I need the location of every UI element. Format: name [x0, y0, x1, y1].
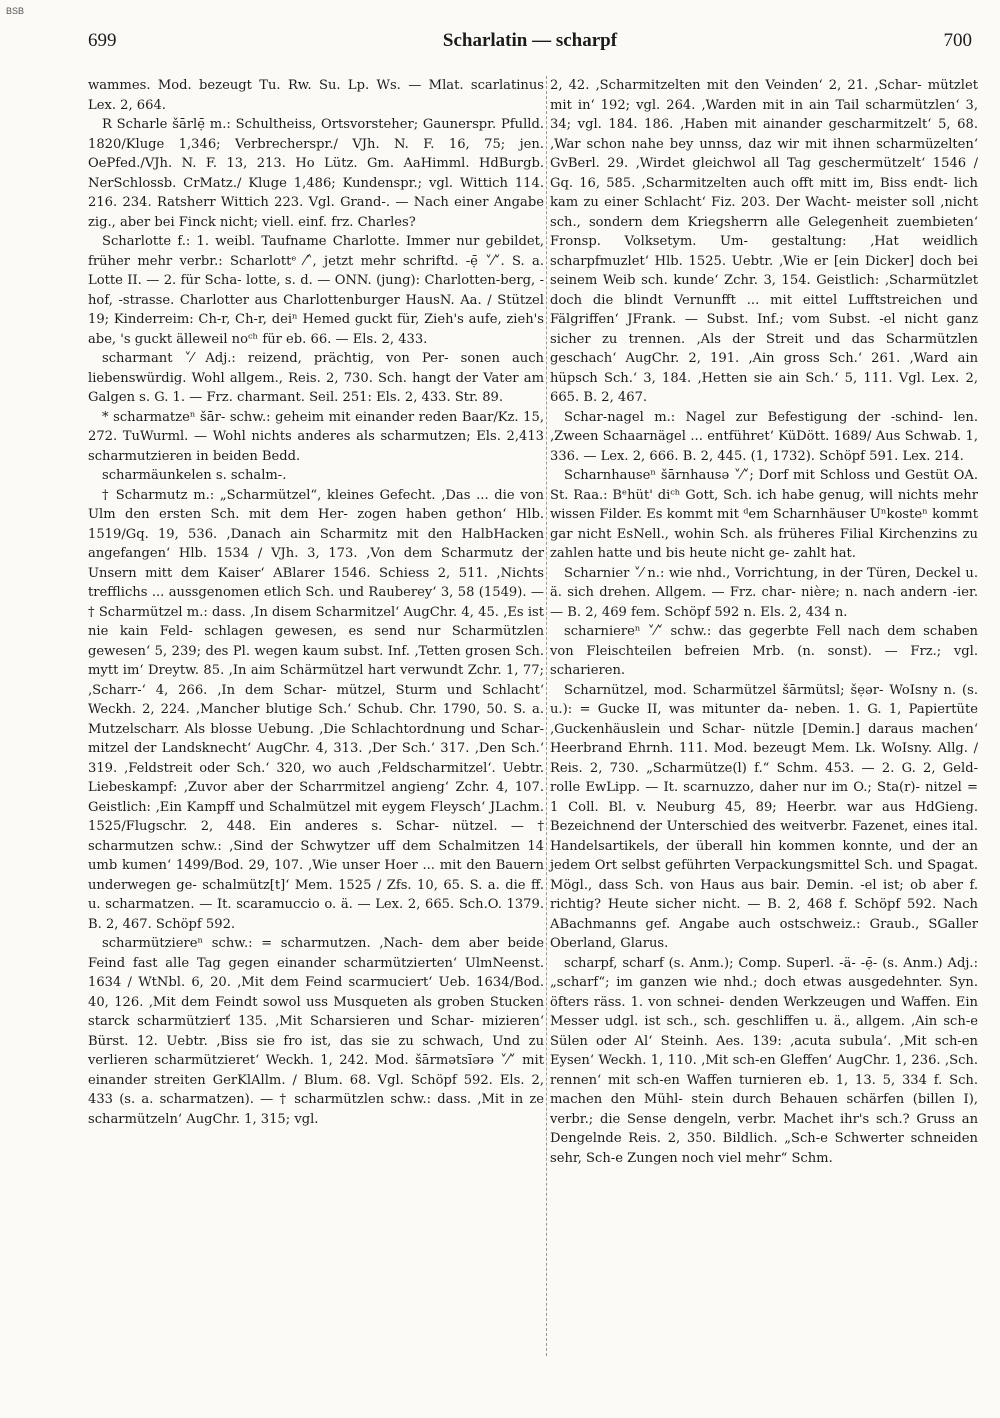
running-title: Scharlatin — scharpf [442, 30, 618, 51]
dictionary-entry: scharmäunkelen s. schalm-. [102, 468, 287, 483]
left-column [88, 76, 544, 1129]
dictionary-entry: R Scharle šārlẹ̄ m.: Schultheiss, Ortsvorsteher; Gaunerspr. Pfulld. 1820/Kluge 1,346; Verbrecherspr./ VJh. N. F. 16, 75; jen. OePfed./VJh. N. F. 13, 213. Ho Lütz. Gm. AaHimml. HdBurgb. NerSchlossb. CrMatz./ Kluge 1,486; Kundenspr.; vgl. Wittich 114. 216. 234. Ratsherr Wittich 223. Vgl. Grand-. — Nach einer Angabe zig., aber bei Finck nicht; viell. einf. frz. Charles? [88, 117, 544, 230]
dictionary-entry: scharpf, scharf (s. Anm.); Comp. Superl. -ä- -ẹ̄- (s. Anm.) Adj.: „scharf“; im ganzen wie nhd.; doch etwas ausgedehnter. Syn. öfters räss. 1. von schnei- denden Werkzeugen und Waffen. Ein Messer udgl. ist sch., sch. geschliffen u. ä., allgem. ‚Ain sch-e Sülen oder Al‘ Steinh. Aes. 139: ‚acuta subula‘. ‚Mit sch-en Eysen‘ Weckh. 1, 110. ‚Mit sch-en Gleffen‘ AugChr. 1, 236. ‚Sch. rennen‘ mit sch-en Waffen turnieren eb. 1, 13. 5, 334 f. Sch. machen den Mühl- stein durch Behauen schärfen (billen I), verbr.; die Sense dengeln, verbr. Machet ihr's sch.? Gruss an Dengelnde Reis. 2, 350. Bildlich. „Sch-e Schwerter schneiden sehr, Sch-e Zungen noch viel mehr“ Schm. [550, 955, 978, 1166]
dictionary-entry: Scharnützel, mod. Scharmützel šārmütsl; šẹər- WoIsny n. (s. u.): = Gucke II, was mitunter da- neben. 1. G. 1, Papiertüte ‚Guckenhäuslein und Schar- nützle [Demin.] daraus machen‘ Heerbrand Ehrnh. 111. Mod. bezeugt Mem. Lk. WoIsny. Allg. / Reis. 2, 730. „Scharmütze(l) f.“ Schm. 453. — 2. G. 2, Geld- rolle EwLipp. — It. scarnuzzo, daher nur im O.; Sta(r)- nitzel = 1 Coll. Bl. v. Neuburg 45, 89; Heerbr. war aus HdGieng. Bezeichnend der Unterschied des weitverbr. Fazenet, eines ital. Handelsartikels, der überall hin kommen konnte, und der an jedem Ort selbst geführten Verpackungsmittel Sch. und Spagat. Mögl., dass Sch. von Haus aus bair. Demin. -el ist; ob aber f. richtig? Heute sicher nicht. — B. 2, 468 f. Schöpf 592. Nach ABachmanns gef. Angabe auch ostschweiz.: Graub., SGaller Oberland, Glarus. [550, 682, 978, 951]
dictionary-entry: wammes. Mod. bezeugt Tu. Rw. Su. Lp. Ws. — Mlat. scarlatinus Lex. 2, 664. [88, 78, 544, 113]
dictionary-entry: scharmant ˅⁄ Adj.: reizend, prächtig, von Per- sonen auch liebenswürdig. Wohl allgem., Reis. 2, 730. Sch. hangt der Vater am Galgen s. G. 1. — Frz. charmant. Seil. 251: Els. 2, 433. Str. 89. [88, 351, 544, 405]
page-header [88, 30, 972, 56]
page-number-left: 699 [88, 30, 117, 51]
library-mark: BSB [6, 6, 25, 16]
right-column [550, 76, 978, 1168]
dictionary-entry: Schar-nagel m.: Nagel zur Befestigung der -schind- len. ‚Zween Schaarnägel ... entführet‘ KüDött. 1689/ Aus Schwab. 1, 336. — Lex. 2, 666. B. 2, 445. (1, 1732). Schöpf 591. Lex. 214. [550, 409, 978, 464]
dictionary-entry: scharniereⁿ ˅⁄˅ schw.: das gegerbte Fell nach dem schaben von Fleischteilen befreien Mrb. (n. sonst). — Frz.; vgl. scharieren. [550, 624, 978, 678]
dictionary-entry: 2, 42. ‚Scharmitzelten mit den Veinden‘ 2, 21. ‚Schar- mützlet mit in‘ 192; vgl. 264. ‚Warden mit in ain Tail scharmützlen‘ 3, 34; vgl. 184. 186. ‚Haben mit ainander gescharmitzelt‘ 5, 68. ‚War schon nahe bey unnss, daz wir mit ihnen scharmüzelten‘ GvBerl. 29. ‚Wirdet gleichwol all Tag geschermützelt‘ 1546 / Gq. 16, 585. ‚Scharmitzelten auch offt mitt im, Biss endt- lich kam zu einer Schlacht‘ Fiz. 203. Der Wacht- meister soll ‚nicht sch., sondern dem Kriegsherrn alle Gelegenheit zuembieten‘ Fronsp. Volksetym. Um- gestaltung: ‚Hat weidlich scharpfmuzlet‘ Hlb. 1525. Uebtr. ‚Wie er [ein Dicker] doch bei seinem Weib sch. kunde‘ Zchr. 3, 154. Geistlich: ‚Scharmützlet doch die blindt Vernunfft ... mit eittel Lufftstreichen und Fälgriffen‘ JFrank. — Subst. Inf.; vom Subst. -el nicht ganz sicher zu trennen. ‚Als der Streit und das Scharmützlen geschach‘ AugChr. 2, 191. ‚Ain gross Sch.‘ 261. ‚Ward ain hüpsch Sch.‘ 3, 184. ‚Hetten sie ain Sch.‘ 5, 111. Vgl. Lex. 2, 665. B. 2, 467. [550, 78, 978, 405]
page-number-right: 700 [943, 30, 972, 51]
dictionary-entry: scharmütziereⁿ schw.: = scharmutzen. ‚Nach- dem aber beide Feind fast alle Tag gegen einander scharmützierten‘ UlmNeenst. 1634 / WtNbl. 6, 20. ‚Mit dem Feind scarmuciert‘ Ueb. 1634/Bod. 40, 126. ‚Mit dem Feindt sowol uss Musqueten als groben Stucken starck scharmützierť 135. ‚Mit Scharsieren und Schar- mizieren‘ Bürst. 12. Uebtr. ‚Biss sie fro ist, das sie zu schwach, Und zu verlieren scharmützieret‘ Weckh. 1, 242. Mod. šārmətsīərə ˅⁄˅ mit einander streiten GerKlAllm. / Blum. 68. Vgl. Schöpf 592. Els. 2, 433 (s. a. scharmatzen). — † scharmützlen schw.: dass. ‚Mit in ze scharmützeln‘ AugChr. 1, 315; vgl. [88, 936, 544, 1127]
dictionary-entry: † Scharmutz m.: „Scharmützel“, kleines Gefecht. ‚Das ... die von Ulm den ersten Sch. mit dem Her- zogen haben gethon‘ Hlb. 1519/Gq. 19, 536. ‚Danach ain Scharmitz mit den HalbHacken angefangen‘ Hlb. 1534 / VJh. 3, 173. ‚Von dem Scharmutz der Unsern mitt dem Kaiser‘ ABlarer 1546. Schiess 2, 511. ‚Nichts trefflichs ... aussgenomen etlich Sch. und Rauberey‘ 3, 58 (1549). — † Scharmützel m.: dass. ‚In disem Scharmitzel‘ AugChr. 4, 45. ‚Es ist nie kain Feld- schlagen gewesen, es send nur Scharmützlen gewesen‘ 5, 239; des Pl. wegen kaum subst. Inf. ‚Tetten grosen Sch. mytt im‘ Dreytw. 85. ‚In aim Schärmützel hart verwundt Zchr. 1, 77; ‚Scharr-‘ 4, 266. ‚In dem Schar- mützel, Sturm und Schlacht‘ Weckh. 2, 224. ‚Mancher blutige Sch.‘ Schub. Chr. 1790, 50. S. a. Mutzelscharr. Als blosse Uebung. ‚Die Schlachtordnung und Schar- mitzel der Landsknecht‘ AugChr. 4, 313. ‚Der Sch.‘ 317. ‚Den Sch.‘ 319. ‚Feldstreit oder Sch.‘ 320, wo auch ‚Feldscharmitzel‘. Uebtr. Liebeskampf: ‚Zuvor aber der Scharrmitzel angieng‘ Zchr. 4, 107. Geistlich: ‚Ein Kampff und Schalmützel mit eygem Fleysch‘ JLachm. 1525/Flugschr. 2, 448. Ein anderes s. Schar- nützel. — † scharmutzen schw.: ‚Sind der Schwytzer uff dem Schalmitzen 14 umb kumen‘ 1499/Bod. 29, 107. ‚Wie unser Hoer ... mit den Bauern underwegen ge- schalmütz[t]‘ Mem. 1525 / Zfs. 10, 65. S. a. die ff. u. scharmatzen. — It. scaramuccio o. ä. — Lex. 2, 665. Sch.O. 1379. B. 2, 467. Schöpf 592. [88, 487, 544, 932]
dictionary-entry: Scharnier ˅⁄ n.: wie nhd., Vorrichtung, in der Türen, Deckel u. ä. sich drehen. Allgem. — Frz. char- nière; n. nach andern -ier. — B. 2, 469 fem. Schöpf 592 n. Els. 2, 434 n. [550, 565, 978, 620]
column-divider [546, 76, 547, 1356]
dictionary-entry: * scharmatzeⁿ šār- schw.: geheim mit einander reden Baar/Kz. 15, 272. TuWurml. — Wohl nichts anderes als scharmutzen; Els. 2,413 scharmutzieren in beiden Bedd. [88, 409, 544, 464]
dictionary-entry: Scharlotte f.: 1. weibl. Taufname Charlotte. Immer nur gebildet, früher mehr verbr.: Scharlottᵉ ⁄˄, jetzt mehr schriftd. -ẹ̄ ˅⁄˅. S. a. Lotte II. — 2. für Scha- lotte, s. d. — ONN. (jung): Charlotten-berg, -hof, -strasse. Charlotter aus Charlottenburger HausN. Aa. / Stützel 19; Kinderreim: Ch-r, Ch-r, deiⁿ Hemed guckt für, Zieh's aufe, zieh's abe, 's guckt älleweil noᶜʰ für eb. 66. — Els. 2, 433. [88, 234, 544, 347]
dictionary-entry: Scharnhauseⁿ šārnhausə ˅⁄˅; Dorf mit Schloss und Gestüt OA. St. Raa.: Bᵉhüt' diᶜʰ Gott, Sch. ich habe genug, will nichts mehr wissen Filder. Es kommt mit ᵈem Scharnhäuser Uⁿkosteⁿ kommt gar nicht EsNell., wohin Sch. als früheres Filial Kirchenzins zu zahlen hatte und bis heute nicht ge- zahlt hat. [550, 468, 978, 561]
